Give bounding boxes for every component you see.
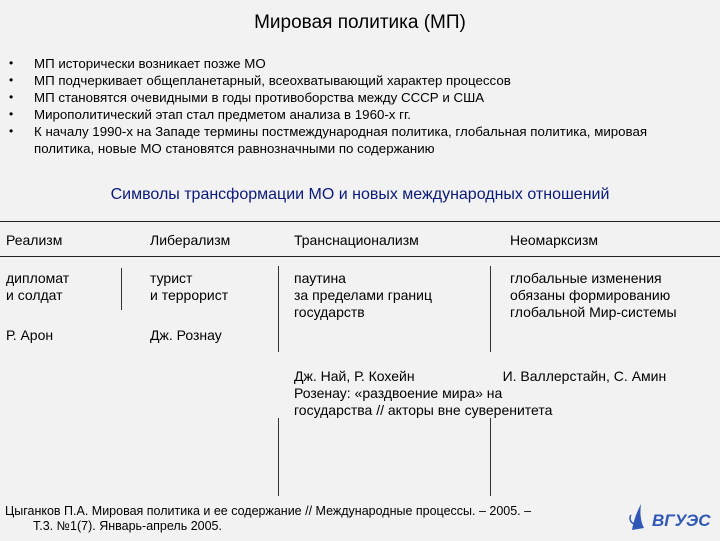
bullet-item: • МП исторически возникает позже МО — [9, 56, 266, 71]
bullet-list — [9, 55, 709, 157]
university-logo — [628, 500, 716, 536]
authors-transnationalism: Дж. Най, Р. Кохейн — [294, 368, 415, 384]
bullet-item: • МП становятся очевидными в годы противоборства между СССР и США — [9, 90, 485, 105]
bullet-item: • МП подчеркивает общепланетарный, всеохватывающий характер процессов — [9, 73, 511, 88]
symbol-realism: дипломат и солдат — [6, 270, 70, 303]
authors-liberalism: Дж. Рознау — [150, 327, 222, 343]
symbol-neomarxism: глобальные изменения обязаны формированию глобальной Мир-системы — [510, 270, 677, 320]
authors-neomarxism: И. Валлерстайн, С. Амин — [502, 368, 667, 384]
column-divider — [121, 268, 122, 310]
page-title: Мировая политика (МП) — [254, 12, 466, 33]
column-divider — [278, 418, 279, 496]
bullet-item: • Мирополитический этап стал предметом анализа в 1960-х гг. — [9, 107, 411, 122]
symbol-liberalism: турист и террорист — [150, 270, 229, 303]
logo-text: ВГУЭС — [652, 511, 711, 530]
bullet-item: • К началу 1990-х на Западе термины постмеждународная политика, глобальная политика, мировая политика, новые МО становятся равнозначными по содержанию — [9, 124, 648, 156]
section-subtitle: Символы трансформации МО и новых международных отношений — [110, 186, 610, 203]
header-neomarxism: Неомарксизм — [510, 232, 599, 248]
authors-block — [294, 368, 666, 419]
footnote: Цыганков П.А. Мировая политика и ее содержание // Международные процессы. – 2005. – Т.3. №1(7). Январь-апрель 2005. — [5, 504, 532, 533]
column-divider — [490, 266, 491, 352]
table-header-rule — [0, 256, 720, 257]
header-transnationalism: Транснационализм — [294, 232, 419, 248]
column-divider — [490, 418, 491, 496]
table-top-rule — [0, 221, 720, 222]
column-divider — [278, 266, 279, 352]
symbol-transnationalism: паутина за пределами границ государств — [294, 270, 432, 320]
header-realism: Реализм — [6, 232, 63, 248]
authors-realism: Р. Арон — [6, 327, 54, 343]
seagull-icon — [628, 500, 716, 536]
authors-note: Розенау: «раздвоение мира» на — [294, 385, 503, 401]
header-liberalism: Либерализм — [150, 232, 231, 248]
authors-note: государства // акторы вне суверенитета — [294, 402, 553, 418]
